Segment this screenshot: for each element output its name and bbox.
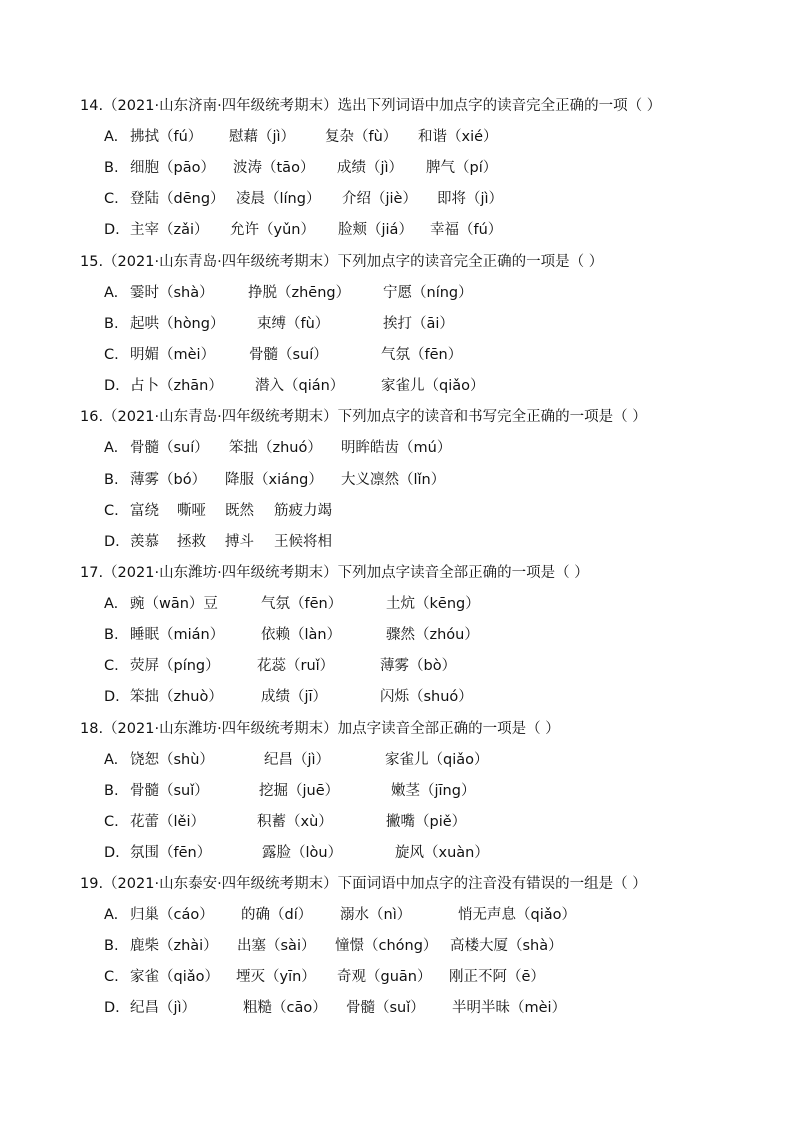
option-letter: D.	[104, 1000, 120, 1016]
option-item: 允许（yǔn）	[230, 222, 315, 238]
option-item: 的确（dí）	[241, 907, 313, 923]
option-item: 纪昌（jì）	[130, 1000, 197, 1016]
option-letter: B.	[104, 316, 119, 332]
option-item: 主宰（zǎi）	[130, 222, 209, 238]
option-row	[0, 500, 794, 522]
option-letter: A.	[104, 907, 119, 923]
option-item: 土炕（kēng）	[386, 596, 480, 612]
option-letter: C.	[104, 658, 119, 674]
option-row	[0, 842, 794, 864]
option-item: 气氛（fēn）	[261, 596, 343, 612]
option-item: 睡眠（mián）	[130, 627, 225, 643]
option-item: 气氛（fēn）	[381, 347, 463, 363]
option-item: 宁愿（níng）	[383, 285, 473, 301]
option-item: 薄雾（bó）	[130, 472, 207, 488]
option-item: 高楼大厦（shà）	[450, 938, 563, 954]
option-row	[0, 655, 794, 677]
option-item: 归巢（cáo）	[130, 907, 214, 923]
option-row	[0, 811, 794, 833]
option-letter: B.	[104, 938, 119, 954]
question-stem: 18.（2021·山东潍坊·四年级统考期末）加点字读音全部正确的一项是（ ）	[80, 721, 560, 737]
option-item: 脾气（pí）	[426, 160, 498, 176]
option-item: 出塞（sài）	[237, 938, 316, 954]
option-item: 王候将相	[274, 534, 332, 550]
option-item: 富绕	[130, 503, 159, 519]
option-item: 既然	[225, 503, 254, 519]
option-item: 挖掘（juē）	[259, 783, 340, 799]
option-item: 骨髓（suǐ）	[130, 783, 209, 799]
option-item: 搏斗	[225, 534, 254, 550]
option-item: 登陆（dēng）	[130, 191, 225, 207]
option-letter: C.	[104, 347, 119, 363]
option-item: 拯救	[177, 534, 206, 550]
option-letter: C.	[104, 814, 119, 830]
option-item: 鹿柴（zhài）	[130, 938, 218, 954]
option-row	[0, 157, 794, 179]
question-stem: 15.（2021·山东青岛·四年级统考期末）下列加点字的读音完全正确的一项是（ ）	[80, 254, 604, 270]
option-item: 憧憬（chóng）	[335, 938, 438, 954]
question-stem: 16.（2021·山东青岛·四年级统考期末）下列加点字的读音和书写完全正确的一项是（ ）	[80, 409, 647, 425]
option-letter: D.	[104, 534, 120, 550]
option-item: 氛围（fēn）	[130, 845, 212, 861]
option-item: 荧屏（píng）	[130, 658, 220, 674]
option-item: 波涛（tāo）	[233, 160, 315, 176]
option-item: 成绩（jì）	[337, 160, 404, 176]
option-item: 骨髓（suǐ）	[346, 1000, 425, 1016]
option-item: 薄雾（bò）	[380, 658, 457, 674]
option-row	[0, 219, 794, 241]
option-item: 脸颊（jiá）	[338, 222, 413, 238]
option-item: 豌（wān）豆	[130, 596, 218, 612]
option-letter: A.	[104, 285, 119, 301]
option-row	[0, 780, 794, 802]
option-letter: D.	[104, 222, 120, 238]
option-letter: A.	[104, 129, 119, 145]
option-item: 霎时（shà）	[130, 285, 214, 301]
option-letter: D.	[104, 378, 120, 394]
option-row	[0, 344, 794, 366]
option-item: 露脸（lòu）	[262, 845, 343, 861]
option-item: 即将（jì）	[437, 191, 504, 207]
question-stem: 19.（2021·山东泰安·四年级统考期末）下面词语中加点字的注音没有错误的一组是（ ）	[80, 876, 647, 892]
option-item: 溺水（nì）	[340, 907, 412, 923]
option-row	[0, 282, 794, 304]
option-row	[0, 375, 794, 397]
option-row	[0, 188, 794, 210]
option-item: 堙灭（yīn）	[236, 969, 316, 985]
option-letter: B.	[104, 627, 119, 643]
option-item: 积蓄（xù）	[257, 814, 333, 830]
question-stem: 17.（2021·山东潍坊·四年级统考期末）下列加点字读音全部正确的一项是（ ）	[80, 565, 589, 581]
option-row	[0, 686, 794, 708]
option-row	[0, 469, 794, 491]
option-item: 嫩茎（jīng）	[391, 783, 476, 799]
option-row	[0, 904, 794, 926]
option-item: 和谐（xié）	[418, 129, 498, 145]
option-item: 明眸皓齿（mú）	[341, 440, 452, 456]
option-item: 笨拙（zhuó）	[229, 440, 322, 456]
option-item: 家雀儿（qiǎo）	[385, 752, 489, 768]
option-item: 奇观（guān）	[337, 969, 432, 985]
option-item: 慰藉（jì）	[229, 129, 296, 145]
option-row	[0, 624, 794, 646]
option-item: 成绩（jī）	[261, 689, 328, 705]
option-letter: D.	[104, 689, 120, 705]
option-item: 闪烁（shuó）	[380, 689, 473, 705]
option-item: 笨拙（zhuò）	[130, 689, 223, 705]
option-item: 纪昌（jì）	[264, 752, 331, 768]
option-item: 骤然（zhóu）	[386, 627, 479, 643]
option-item: 饶恕（shù）	[130, 752, 214, 768]
option-item: 粗糙（cāo）	[243, 1000, 327, 1016]
option-letter: C.	[104, 503, 119, 519]
option-row	[0, 593, 794, 615]
option-item: 悄无声息（qiǎo）	[458, 907, 576, 923]
option-item: 家雀儿（qiǎo）	[381, 378, 485, 394]
option-item: 明媚（mèi）	[130, 347, 216, 363]
option-letter: B.	[104, 783, 119, 799]
option-item: 拂拭（fú）	[130, 129, 203, 145]
option-item: 旋风（xuàn）	[395, 845, 489, 861]
option-item: 筋疲力竭	[274, 503, 332, 519]
question-stem: 14.（2021·山东济南·四年级统考期末）选出下列词语中加点字的读音完全正确的一项（ ）	[80, 98, 662, 114]
option-letter: A.	[104, 596, 119, 612]
option-row	[0, 935, 794, 957]
option-item: 束缚（fù）	[257, 316, 330, 332]
option-letter: B.	[104, 160, 119, 176]
option-letter: D.	[104, 845, 120, 861]
option-item: 占卜（zhān）	[130, 378, 223, 394]
option-item: 花蕾（lěi）	[130, 814, 205, 830]
option-row	[0, 437, 794, 459]
option-row	[0, 531, 794, 553]
option-row	[0, 749, 794, 771]
option-item: 降服（xiáng）	[225, 472, 323, 488]
option-item: 半明半昧（mèi）	[452, 1000, 567, 1016]
option-item: 大义凛然（lǐn）	[341, 472, 446, 488]
option-item: 撇嘴（piě）	[386, 814, 467, 830]
option-item: 家雀（qiǎo）	[130, 969, 219, 985]
option-item: 骨髓（suí）	[130, 440, 209, 456]
option-item: 细胞（pāo）	[130, 160, 215, 176]
option-row	[0, 313, 794, 335]
option-letter: B.	[104, 472, 119, 488]
option-item: 挨打（āi）	[383, 316, 454, 332]
option-item: 花蕊（ruǐ）	[257, 658, 335, 674]
option-item: 凌晨（líng）	[236, 191, 321, 207]
option-item: 介绍（jiè）	[342, 191, 417, 207]
option-letter: A.	[104, 752, 119, 768]
option-letter: C.	[104, 191, 119, 207]
option-row	[0, 997, 794, 1019]
option-row	[0, 126, 794, 148]
option-item: 复杂（fù）	[325, 129, 398, 145]
option-item: 刚正不阿（ē）	[449, 969, 545, 985]
option-item: 骨髓（suí）	[249, 347, 328, 363]
option-item: 依赖（làn）	[261, 627, 342, 643]
option-item: 起哄（hòng）	[130, 316, 225, 332]
option-item: 潜入（qián）	[255, 378, 345, 394]
option-item: 羡慕	[130, 534, 159, 550]
option-letter: C.	[104, 969, 119, 985]
option-item: 嘶哑	[177, 503, 206, 519]
option-letter: A.	[104, 440, 119, 456]
option-row	[0, 966, 794, 988]
option-item: 挣脱（zhēng）	[248, 285, 351, 301]
option-item: 幸福（fú）	[430, 222, 503, 238]
